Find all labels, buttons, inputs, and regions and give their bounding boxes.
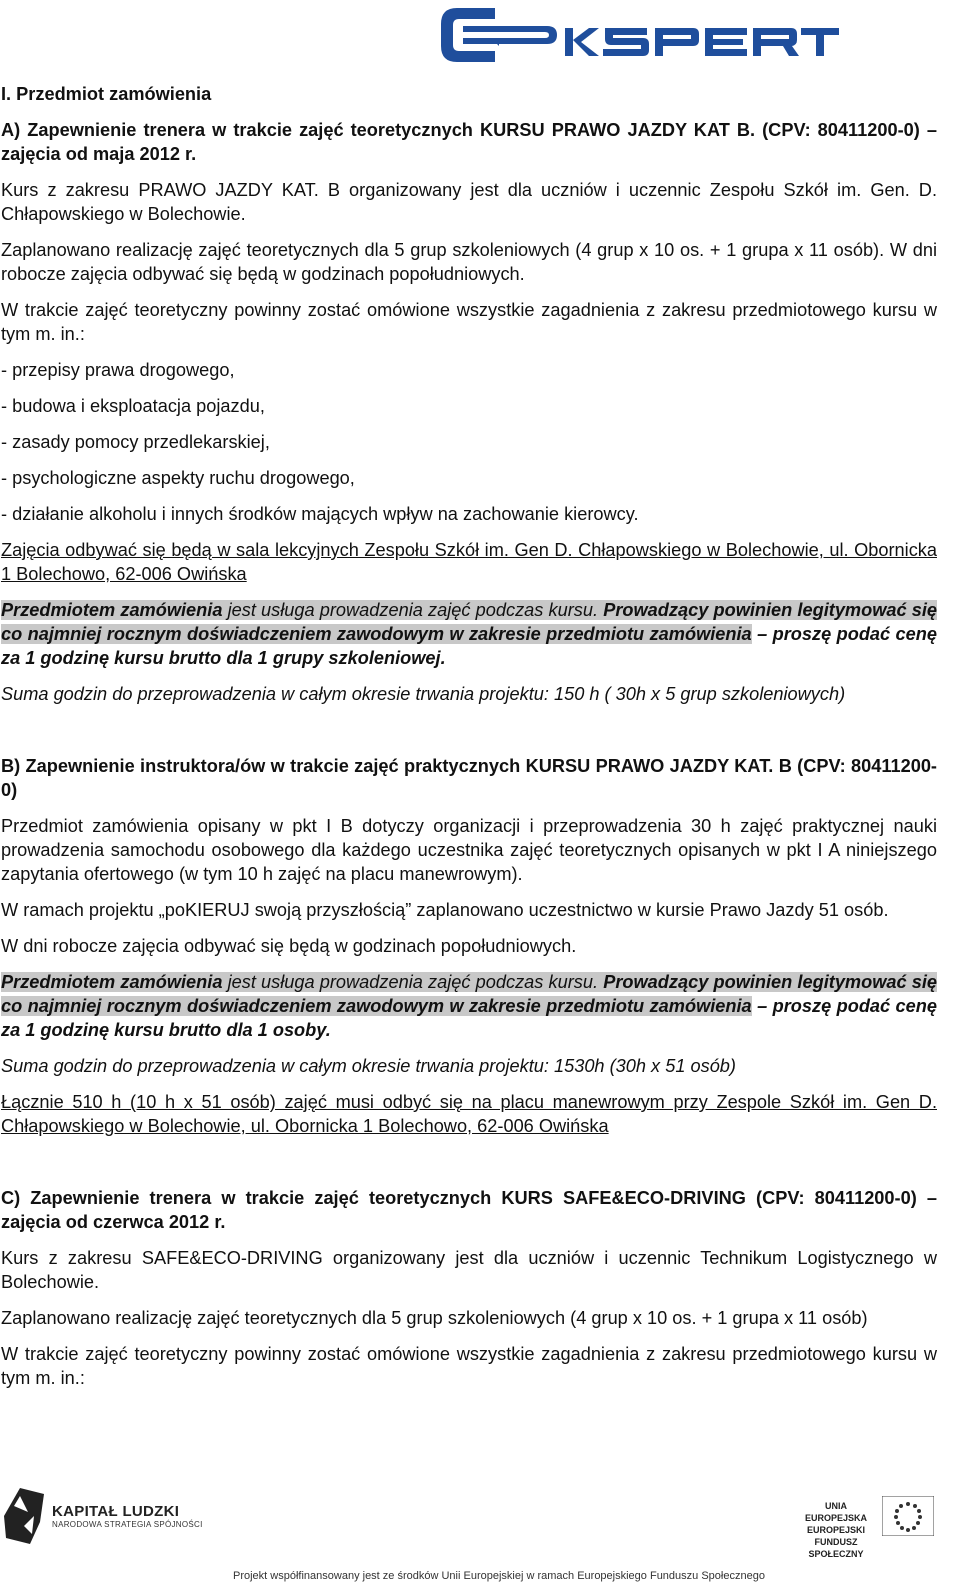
list-item: - budowa i eksploatacja pojazdu, [1,396,265,416]
requirement-text: Prowadzący powinien legitymować się co najmniej rocznym doświadczeniem zawodowym w zakresie przedmiotu [1,600,938,644]
price-request: – proszę podać cenę za 1 godzinę kursu brutto dla 1 osoby. [1,996,938,1040]
section-b-place: Łącznie 510 h (10 h x 51 osób) zajęć musi odbyć się na placu manewrowym przy Zespole Szkół im. Gen D. Chłapowskiego w Bolechowie, ul. Obornicka 1 Bolechowo, 62-006 Owińska [1,1092,937,1136]
subject-rest: jest usługa prowadzenia zajęć podczas kursu. [222,972,599,992]
price-request: – proszę podać cenę za 1 godzinę kursu brutto dla 1 grupy szkoleniowej. [1,624,938,668]
section-a-hours: Suma godzin do przeprowadzenia w całym okresie trwania projektu: 150 h ( 30h x 5 grup szkoleniowych) [1,684,846,704]
section-c-scope: W trakcie zajęć teoretyczny powinny zostać omówione wszystkie zagadnienia z zakresu przedmiotowego kursu w tym m. in.: [1,1344,937,1388]
section-c-heading: C) Zapewnienie trenera w trakcie zajęć teoretycznych KURS SAFE&ECO-DRIVING (CPV: 80411200-0) – zajęcia od czerwca 2012 r. [1,1188,937,1232]
ekspert-logo [437,4,839,66]
ue-line-3: FUNDUSZ SPOŁECZNY [808,1537,864,1559]
section-b-subject [1,970,937,1042]
ue-line-2: EUROPEJSKI [806,1525,866,1535]
section-c-plan: Zaplanowano realizację zajęć teoretycznych dla 5 grup szkoleniowych (4 grup x 10 os. + 1 grupa x 11 osób) [1,1308,868,1328]
subject-rest: jest usługa prowadzenia zajęć podczas kursu. [222,600,599,620]
section-b-heading: B) Zapewnienie instruktora/ów w trakcie zajęć praktycznych KURSU PRAWO JAZDY KAT. B (CPV: 80411200-0) [1,756,937,800]
kl-subtitle: NARODOWA STRATEGIA SPÓJNOŚCI [52,1520,203,1529]
requirement-word: zamówienia [649,996,752,1016]
requirement-word: zamówienia [649,624,752,644]
section-a-plan: Zaplanowano realizację zajęć teoretycznych dla 5 grup szkoleniowych (4 grup x 10 os. + 1 grupa x 11 osób). W dni robocze zajęcia odbywać się będą w godzinach popołudniowych. [1,240,937,284]
document-body [1,80,937,1390]
section-a-location: Zajęcia odbywać się będą w sala lekcyjnych Zespołu Szkół im. Gen D. Chłapowskiego w Bolechowie, ul. Obornicka 1 Bolechowo, 62-006 Owińska [1,540,937,584]
section-a-intro: Kurs z zakresu PRAWO JAZDY KAT. B organizowany jest dla uczniów i uczennic Zespołu Szkół im. Gen. D. Chłapowskiego w Bolechowie. [1,180,937,224]
eu-flag-icon [882,1496,934,1536]
section-a-subject [1,598,937,670]
section-title: I. Przedmiot zamówienia [1,84,212,104]
kapital-ludzki-text [52,1504,203,1530]
section-c-intro: Kurs z zakresu SAFE&ECO-DRIVING organizowany jest dla uczniów i uczennic Technikum Logistycznego w Bolechowie. [1,1248,937,1292]
list-item: - zasady pomocy przedlekarskiej, [1,432,270,452]
ue-line-1: UNIA EUROPEJSKA [804,1501,867,1523]
section-b-participants: W ramach projektu „poKIERUJ swoją przyszłością” zaplanowano uczestnictwo w kursie Prawo Jazdy 51 osób. [1,900,889,920]
section-b-schedule: W dni robocze zajęcia odbywać się będą w godzinach popołudniowych. [1,936,577,956]
requirement-text: Prowadzący powinien legitymować się co najmniej rocznym doświadczeniem zawodowym w zakresie przedmiotu [1,972,938,1016]
list-item: - psychologiczne aspekty ruchu drogowego, [1,468,355,488]
subject-bold: Przedmiotem zamówienia [1,600,223,620]
kl-title: KAPITAŁ LUDZKI [52,1503,180,1520]
subject-bold: Przedmiotem zamówienia [1,972,223,992]
section-a-heading: A) Zapewnienie trenera w trakcie zajęć teoretycznych KURSU PRAWO JAZDY KAT B. (CPV: 80411200-0) – zajęcia od maja 2012 r. [1,120,937,164]
list-item: - działanie alkoholu i innych środków mających wpływ na zachowanie kierowcy. [1,504,639,524]
list-item: - przepisy prawa drogowego, [1,360,235,380]
ue-text [793,1500,879,1560]
cofinancing-note: Projekt współfinansowany jest ze środków Unii Europejskiej w ramach Europejskiego Funduszu Społecznego [233,1570,765,1582]
footer [0,1482,960,1592]
section-a-scope: W trakcie zajęć teoretyczny powinny zostać omówione wszystkie zagadnienia z zakresu przedmiotowego kursu w tym m. in.: [1,300,937,344]
section-b-intro: Przedmiot zamówienia opisany w pkt I B dotyczy organizacji i przeprowadzenia 30 h zajęć praktycznej nauki prowadzenia samochodu osobowego dla każdego uczestnika zajęć teoretycznych opisanych w pkt I A niniejszego zapytania ofertowego (w tym 10 h zajęć na placu manewrowym). [1,816,937,884]
section-b-hours: Suma godzin do przeprowadzenia w całym okresie trwania projektu: 1530h (30h x 51 osób) [1,1056,736,1076]
